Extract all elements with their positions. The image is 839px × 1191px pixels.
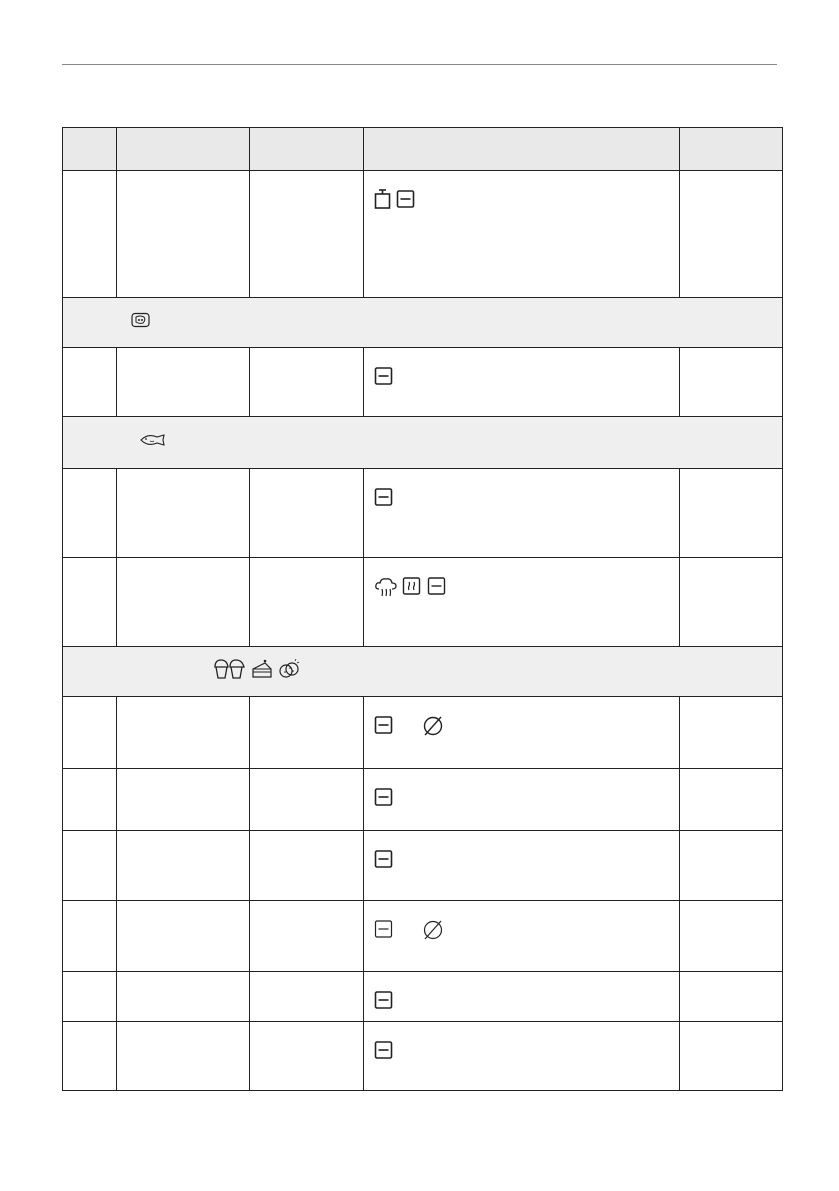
header-cell-5 — [680, 128, 783, 171]
bottom-heat-icon — [374, 848, 394, 875]
cookie-icon — [278, 657, 300, 686]
bottom-heat-icon — [374, 786, 394, 813]
bottom-heat-icon — [427, 575, 447, 602]
table-row — [63, 972, 783, 1022]
function-icons-cell — [364, 171, 680, 298]
table-row — [63, 171, 783, 298]
table-row — [63, 901, 783, 972]
bottom-heat-icon — [374, 918, 394, 945]
bottom-heat-icon — [374, 486, 394, 513]
bottom-heat-icon — [374, 989, 394, 1016]
steam-heat-icon — [402, 575, 422, 602]
header-cell-2 — [117, 128, 250, 171]
bottom-heat-icon — [374, 1039, 394, 1066]
steam-icon — [374, 575, 398, 604]
muffin-icon — [213, 657, 247, 686]
table-header-row — [63, 128, 783, 171]
header-cell-3 — [250, 128, 364, 171]
table-row — [63, 558, 783, 647]
bottom-heat-icon — [374, 714, 394, 741]
table-row — [63, 1022, 783, 1091]
table-row — [63, 769, 783, 831]
diameter-icon — [421, 714, 445, 743]
bottom-heat-icon — [374, 365, 394, 392]
header-cell-1 — [63, 128, 117, 171]
cooking-table — [62, 127, 783, 1091]
cake-icon — [251, 657, 273, 686]
table-row — [63, 697, 783, 769]
diameter-icon — [421, 918, 445, 947]
table-row — [63, 469, 783, 558]
table-row — [63, 831, 783, 901]
meat-icon — [131, 312, 151, 333]
bottom-heat-icon — [396, 188, 416, 215]
header-rule — [62, 64, 777, 65]
section-row — [63, 647, 783, 697]
fish-icon — [139, 433, 169, 452]
section-row — [63, 417, 783, 469]
section-row — [63, 298, 783, 348]
table-row — [63, 348, 783, 417]
header-cell-4 — [364, 128, 680, 171]
timer-icon — [374, 188, 392, 215]
